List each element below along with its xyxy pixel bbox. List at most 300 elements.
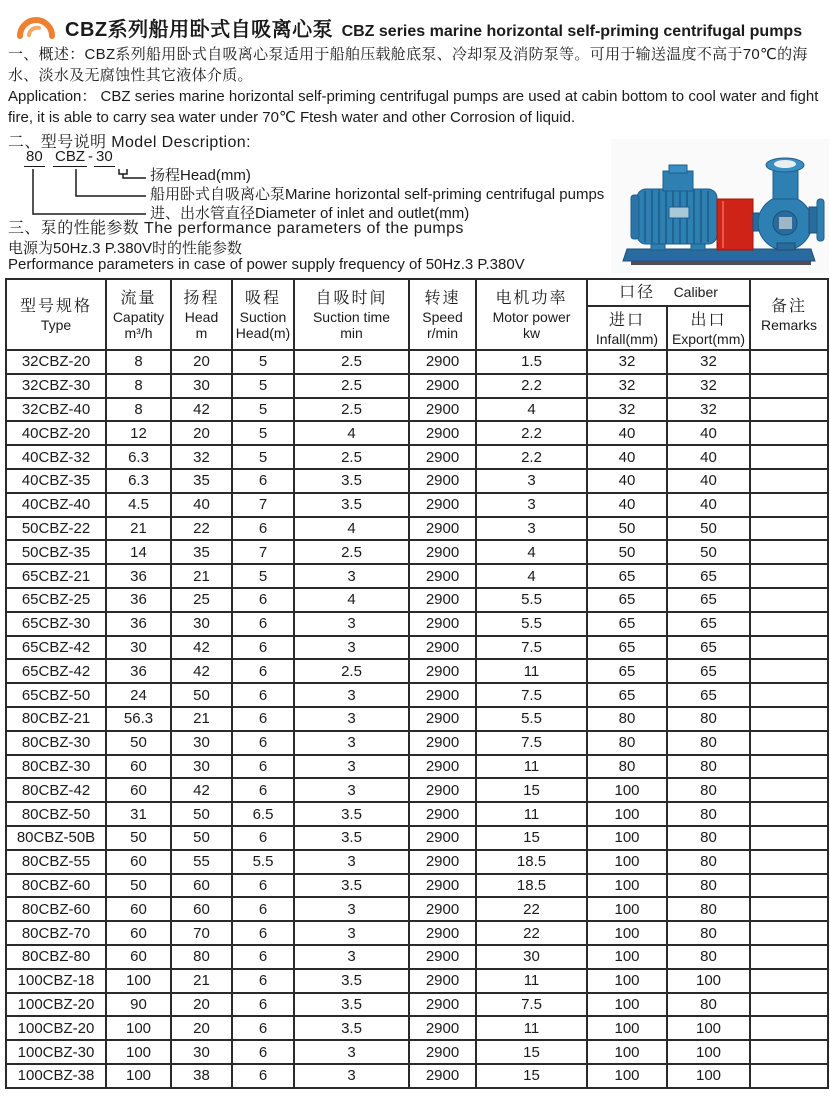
table-cell: 22 — [476, 897, 587, 921]
table-cell: 60 — [171, 897, 232, 921]
table-cell: 80 — [667, 826, 750, 850]
table-cell: 80CBZ-21 — [6, 707, 106, 731]
table-cell: 2900 — [409, 826, 476, 850]
table-cell: 100 — [587, 778, 667, 802]
table-cell: 5.5 — [476, 588, 587, 612]
table-cell: 40 — [587, 469, 667, 493]
performance-table — [5, 278, 829, 1089]
page-title — [65, 13, 802, 42]
table-cell: 2900 — [409, 945, 476, 969]
table-cell: 2900 — [409, 802, 476, 826]
table-cell: 100CBZ-18 — [6, 969, 106, 993]
table-cell: 6.3 — [106, 469, 171, 493]
section-model-heading: 二、型号说明 Model Description: — [8, 134, 251, 151]
table-cell: 2900 — [409, 850, 476, 874]
table-cell: 6 — [232, 921, 294, 945]
table-cell: 100CBZ-20 — [6, 993, 106, 1017]
table-cell: 2900 — [409, 469, 476, 493]
table-cell: 40CBZ-40 — [6, 493, 106, 517]
table-cell: 80CBZ-70 — [6, 921, 106, 945]
table-cell: 40 — [171, 493, 232, 517]
model-label-inlet: 进、出水管直径Diameter of inlet and outlet(mm) — [150, 205, 470, 222]
table-cell: 6.3 — [106, 445, 171, 469]
table-cell: 35 — [171, 469, 232, 493]
table-cell: 6 — [232, 517, 294, 541]
table-cell: 65CBZ-50 — [6, 683, 106, 707]
table-cell: 60 — [106, 921, 171, 945]
table-cell: 2900 — [409, 1040, 476, 1064]
table-cell: 2900 — [409, 588, 476, 612]
table-cell: 30 — [171, 612, 232, 636]
col-header-export: 出口 Export(mm) — [667, 306, 750, 350]
table-cell: 32 — [667, 350, 750, 374]
table-cell — [750, 350, 828, 374]
table-cell — [750, 493, 828, 517]
table-cell: 6 — [232, 897, 294, 921]
table-cell: 3 — [294, 1040, 409, 1064]
table-cell: 50 — [106, 731, 171, 755]
table-cell: 11 — [476, 659, 587, 683]
table-cell: 25 — [171, 588, 232, 612]
table-cell: 80 — [667, 921, 750, 945]
table-cell — [750, 636, 828, 660]
section-performance-heading: 三、泵的性能参数 The performance parameters of the pumps — [8, 220, 464, 237]
table-cell: 80 — [667, 874, 750, 898]
table-cell: 42 — [171, 398, 232, 422]
table-cell: 60 — [106, 755, 171, 779]
table-cell: 2900 — [409, 874, 476, 898]
col-header-capacity: 流量 Capatity m³/h — [106, 279, 171, 350]
table-cell: 22 — [171, 517, 232, 541]
table-cell: 50 — [587, 517, 667, 541]
table-cell: 65CBZ-21 — [6, 564, 106, 588]
table-row — [6, 707, 828, 731]
table-cell: 6 — [232, 993, 294, 1017]
table-cell: 5 — [232, 564, 294, 588]
model-code-series: CBZ — [55, 148, 86, 165]
table-cell: 36 — [106, 588, 171, 612]
model-label-head: 扬程Head(mm) — [150, 167, 251, 184]
table-cell — [750, 874, 828, 898]
table-cell: 3.5 — [294, 969, 409, 993]
table-cell: 15 — [476, 1040, 587, 1064]
table-cell: 100CBZ-20 — [6, 1016, 106, 1040]
table-cell: 100 — [587, 850, 667, 874]
table-cell: 7 — [232, 540, 294, 564]
table-cell — [750, 897, 828, 921]
table-cell: 30 — [171, 755, 232, 779]
performance-table-body — [6, 350, 828, 1088]
table-row — [6, 564, 828, 588]
table-cell — [750, 564, 828, 588]
table-cell: 3.5 — [294, 469, 409, 493]
table-cell: 2900 — [409, 421, 476, 445]
table-cell — [750, 659, 828, 683]
table-cell: 50 — [171, 802, 232, 826]
table-cell: 55 — [171, 850, 232, 874]
table-cell: 4 — [476, 540, 587, 564]
table-row — [6, 612, 828, 636]
table-cell: 20 — [171, 993, 232, 1017]
table-cell: 60 — [106, 945, 171, 969]
table-row — [6, 374, 828, 398]
table-row — [6, 874, 828, 898]
table-cell: 80 — [667, 707, 750, 731]
table-cell: 4 — [294, 517, 409, 541]
table-cell: 3 — [294, 612, 409, 636]
table-cell — [750, 540, 828, 564]
table-cell: 8 — [106, 398, 171, 422]
table-cell: 6 — [232, 659, 294, 683]
table-cell: 6 — [232, 826, 294, 850]
table-cell: 3.5 — [294, 802, 409, 826]
performance-subtitle-en: Performance parameters in case of power supply frequency of 50Hz.3 P.380V — [8, 256, 525, 273]
table-cell: 80CBZ-50B — [6, 826, 106, 850]
table-cell: 4 — [476, 564, 587, 588]
table-cell: 5.5 — [232, 850, 294, 874]
table-cell: 3.5 — [294, 826, 409, 850]
table-cell — [750, 612, 828, 636]
table-cell: 30 — [171, 374, 232, 398]
table-cell: 2.5 — [294, 374, 409, 398]
table-row — [6, 350, 828, 374]
table-cell — [750, 731, 828, 755]
table-cell: 32CBZ-40 — [6, 398, 106, 422]
table-cell: 30 — [106, 636, 171, 660]
table-cell: 2900 — [409, 612, 476, 636]
table-cell: 15 — [476, 826, 587, 850]
col-header-suction-time: 自吸时间 Suction time min — [294, 279, 409, 350]
table-cell: 80 — [587, 707, 667, 731]
table-row — [6, 731, 828, 755]
table-row — [6, 1040, 828, 1064]
table-cell: 22 — [476, 921, 587, 945]
table-cell: 7.5 — [476, 636, 587, 660]
table-cell: 2900 — [409, 921, 476, 945]
table-cell: 100 — [587, 945, 667, 969]
table-cell: 50 — [106, 874, 171, 898]
table-cell: 5.5 — [476, 707, 587, 731]
table-cell: 50 — [587, 540, 667, 564]
table-cell: 2900 — [409, 445, 476, 469]
table-cell: 32 — [171, 445, 232, 469]
table-cell: 15 — [476, 1064, 587, 1088]
table-cell: 3 — [294, 683, 409, 707]
table-cell: 38 — [171, 1064, 232, 1088]
table-cell: 40 — [667, 445, 750, 469]
table-row — [6, 897, 828, 921]
table-cell: 80 — [667, 850, 750, 874]
table-row — [6, 421, 828, 445]
table-cell: 60 — [106, 778, 171, 802]
table-cell: 100 — [587, 826, 667, 850]
table-cell: 40 — [587, 445, 667, 469]
table-cell: 40CBZ-35 — [6, 469, 106, 493]
table-cell — [750, 445, 828, 469]
table-cell: 3 — [294, 921, 409, 945]
table-cell: 2900 — [409, 564, 476, 588]
table-cell: 5.5 — [476, 612, 587, 636]
table-cell: 2.5 — [294, 659, 409, 683]
model-label-series: 船用卧式自吸离心泵Marine horizontal self-priming centrifugal pumps — [150, 186, 605, 203]
table-cell: 60 — [171, 874, 232, 898]
table-cell: 2900 — [409, 517, 476, 541]
table-cell: 35 — [171, 540, 232, 564]
table-cell: 2900 — [409, 755, 476, 779]
table-row — [6, 850, 828, 874]
table-cell: 21 — [171, 707, 232, 731]
overview-paragraph-zh: 一、概述：CBZ系列船用卧式自吸离心泵适用于船舶压载舱底泵、冷却泵及消防泵等。可用于输送温度不高于70℃的海水、淡水及无腐蚀性其它液体介质。 — [8, 46, 808, 84]
table-cell: 3 — [294, 755, 409, 779]
table-cell — [750, 517, 828, 541]
table-cell: 3 — [294, 707, 409, 731]
table-cell: 70 — [171, 921, 232, 945]
table-row — [6, 1016, 828, 1040]
table-cell: 2.5 — [294, 350, 409, 374]
table-cell: 65 — [667, 659, 750, 683]
table-cell: 65 — [587, 564, 667, 588]
table-cell: 42 — [171, 778, 232, 802]
table-cell: 11 — [476, 802, 587, 826]
table-cell: 40CBZ-20 — [6, 421, 106, 445]
table-cell: 100CBZ-30 — [6, 1040, 106, 1064]
table-cell: 80CBZ-60 — [6, 897, 106, 921]
col-header-motor-power: 电机功率 Motor power kw — [476, 279, 587, 350]
table-cell: 3 — [294, 564, 409, 588]
table-cell: 5 — [232, 374, 294, 398]
table-cell: 100 — [667, 1040, 750, 1064]
table-cell: 3 — [294, 897, 409, 921]
table-cell: 100 — [587, 1064, 667, 1088]
table-cell: 2.2 — [476, 421, 587, 445]
table-cell — [750, 850, 828, 874]
table-cell: 3 — [476, 469, 587, 493]
table-cell: 100 — [106, 969, 171, 993]
table-row — [6, 993, 828, 1017]
table-row — [6, 445, 828, 469]
table-cell: 80 — [667, 731, 750, 755]
table-cell: 6 — [232, 707, 294, 731]
table-cell: 90 — [106, 993, 171, 1017]
table-cell: 2900 — [409, 493, 476, 517]
table-cell: 6 — [232, 969, 294, 993]
table-cell: 2900 — [409, 969, 476, 993]
table-cell: 40 — [667, 421, 750, 445]
table-cell: 100 — [106, 1064, 171, 1088]
table-cell: 4 — [294, 588, 409, 612]
table-cell: 65 — [587, 659, 667, 683]
col-header-infall: 进口 Infall(mm) — [587, 306, 667, 350]
table-cell: 2.2 — [476, 445, 587, 469]
table-cell: 40CBZ-32 — [6, 445, 106, 469]
table-cell: 5 — [232, 421, 294, 445]
table-cell: 32CBZ-20 — [6, 350, 106, 374]
table-cell — [750, 469, 828, 493]
table-cell: 3 — [476, 517, 587, 541]
table-cell: 60 — [106, 897, 171, 921]
table-cell: 2900 — [409, 398, 476, 422]
table-row — [6, 517, 828, 541]
table-cell: 11 — [476, 1016, 587, 1040]
table-cell: 30 — [171, 1040, 232, 1064]
col-header-caliber-group: 口径 Caliber — [587, 279, 750, 306]
table-cell: 6 — [232, 636, 294, 660]
table-cell: 4.5 — [106, 493, 171, 517]
table-cell: 100 — [667, 1064, 750, 1088]
table-cell: 65 — [667, 588, 750, 612]
table-cell: 7.5 — [476, 993, 587, 1017]
table-cell: 80 — [667, 945, 750, 969]
table-cell: 2900 — [409, 731, 476, 755]
table-cell: 2900 — [409, 993, 476, 1017]
model-code-separator: - — [88, 148, 94, 165]
table-row — [6, 398, 828, 422]
table-cell: 80 — [667, 993, 750, 1017]
table-cell: 100 — [587, 802, 667, 826]
table-cell: 80 — [667, 778, 750, 802]
table-cell: 100CBZ-38 — [6, 1064, 106, 1088]
table-cell: 3 — [294, 636, 409, 660]
table-cell — [750, 421, 828, 445]
table-cell — [750, 826, 828, 850]
table-cell — [750, 945, 828, 969]
table-cell: 2900 — [409, 683, 476, 707]
table-cell: 36 — [106, 612, 171, 636]
table-cell: 2900 — [409, 778, 476, 802]
table-cell: 2900 — [409, 350, 476, 374]
table-cell: 40 — [667, 469, 750, 493]
table-cell — [750, 802, 828, 826]
table-cell: 18.5 — [476, 850, 587, 874]
table-cell: 2.5 — [294, 398, 409, 422]
table-row — [6, 778, 828, 802]
pump-photo — [611, 139, 829, 273]
table-cell: 2.5 — [294, 540, 409, 564]
table-cell: 6 — [232, 1064, 294, 1088]
table-cell: 6.5 — [232, 802, 294, 826]
table-cell: 6 — [232, 755, 294, 779]
table-cell: 11 — [476, 755, 587, 779]
table-cell: 65 — [587, 683, 667, 707]
table-cell: 80CBZ-55 — [6, 850, 106, 874]
table-cell: 8 — [106, 350, 171, 374]
table-cell: 14 — [106, 540, 171, 564]
table-cell: 80 — [587, 731, 667, 755]
table-row — [6, 636, 828, 660]
table-cell: 6 — [232, 612, 294, 636]
table-cell: 2.2 — [476, 374, 587, 398]
table-cell: 2900 — [409, 707, 476, 731]
table-cell: 65 — [587, 588, 667, 612]
table-cell — [750, 707, 828, 731]
table-cell: 6 — [232, 731, 294, 755]
col-header-speed: 转速 Speed r/min — [409, 279, 476, 350]
table-cell: 2900 — [409, 540, 476, 564]
table-cell: 50CBZ-22 — [6, 517, 106, 541]
table-cell: 3 — [294, 1064, 409, 1088]
table-cell: 8 — [106, 374, 171, 398]
table-cell: 65CBZ-25 — [6, 588, 106, 612]
table-cell — [750, 969, 828, 993]
table-cell: 32 — [667, 398, 750, 422]
table-cell: 80CBZ-30 — [6, 731, 106, 755]
table-row — [6, 540, 828, 564]
table-cell: 50 — [667, 517, 750, 541]
table-cell: 21 — [106, 517, 171, 541]
table-cell: 65 — [667, 564, 750, 588]
table-cell: 18.5 — [476, 874, 587, 898]
table-cell: 12 — [106, 421, 171, 445]
table-cell: 65 — [587, 636, 667, 660]
application-paragraph-en: Application： CBZ series marine horizontal self-priming centrifugal pumps are used at cabin bottom to cool water and fight fire, it is able to carry sea water under 70℃ Ftesh water and other Corrosion of liquid. — [8, 88, 819, 126]
table-cell: 7 — [232, 493, 294, 517]
table-cell: 6 — [232, 683, 294, 707]
model-code-head: 30 — [96, 148, 113, 165]
table-cell: 42 — [171, 659, 232, 683]
table-row — [6, 826, 828, 850]
model-code — [24, 148, 115, 167]
table-cell — [750, 683, 828, 707]
table-cell — [750, 778, 828, 802]
table-cell — [750, 588, 828, 612]
orange-arc-icon — [16, 16, 56, 40]
table-cell: 65 — [667, 612, 750, 636]
model-code-inlet: 80 — [26, 148, 43, 165]
table-cell: 32CBZ-30 — [6, 374, 106, 398]
table-cell: 40 — [667, 493, 750, 517]
table-cell: 6 — [232, 945, 294, 969]
table-cell: 3 — [294, 731, 409, 755]
table-cell: 100 — [587, 1016, 667, 1040]
table-cell: 3 — [294, 778, 409, 802]
table-cell: 80CBZ-42 — [6, 778, 106, 802]
table-cell: 2900 — [409, 1064, 476, 1088]
table-row — [6, 755, 828, 779]
table-cell: 80 — [667, 897, 750, 921]
table-cell: 5 — [232, 398, 294, 422]
table-row — [6, 969, 828, 993]
table-cell: 6 — [232, 1016, 294, 1040]
table-cell: 2900 — [409, 636, 476, 660]
col-header-remarks: 备注 Remarks — [750, 279, 828, 350]
table-row — [6, 659, 828, 683]
table-cell: 3.5 — [294, 874, 409, 898]
table-cell: 100 — [587, 1040, 667, 1064]
table-cell — [750, 398, 828, 422]
table-cell — [750, 921, 828, 945]
table-cell: 31 — [106, 802, 171, 826]
table-row — [6, 683, 828, 707]
table-cell: 60 — [106, 850, 171, 874]
table-cell — [750, 993, 828, 1017]
table-cell: 6 — [232, 874, 294, 898]
table-row — [6, 921, 828, 945]
table-cell: 50 — [171, 826, 232, 850]
table-cell: 65 — [587, 612, 667, 636]
table-cell — [750, 755, 828, 779]
table-cell: 2900 — [409, 659, 476, 683]
table-row — [6, 802, 828, 826]
table-cell: 4 — [294, 421, 409, 445]
table-cell: 36 — [106, 659, 171, 683]
table-cell: 50 — [106, 826, 171, 850]
table-cell: 40 — [587, 421, 667, 445]
table-cell: 80 — [587, 755, 667, 779]
table-cell: 100 — [667, 1016, 750, 1040]
table-cell: 80 — [171, 945, 232, 969]
col-header-type: 型号规格 Type — [6, 279, 106, 350]
table-cell: 1.5 — [476, 350, 587, 374]
